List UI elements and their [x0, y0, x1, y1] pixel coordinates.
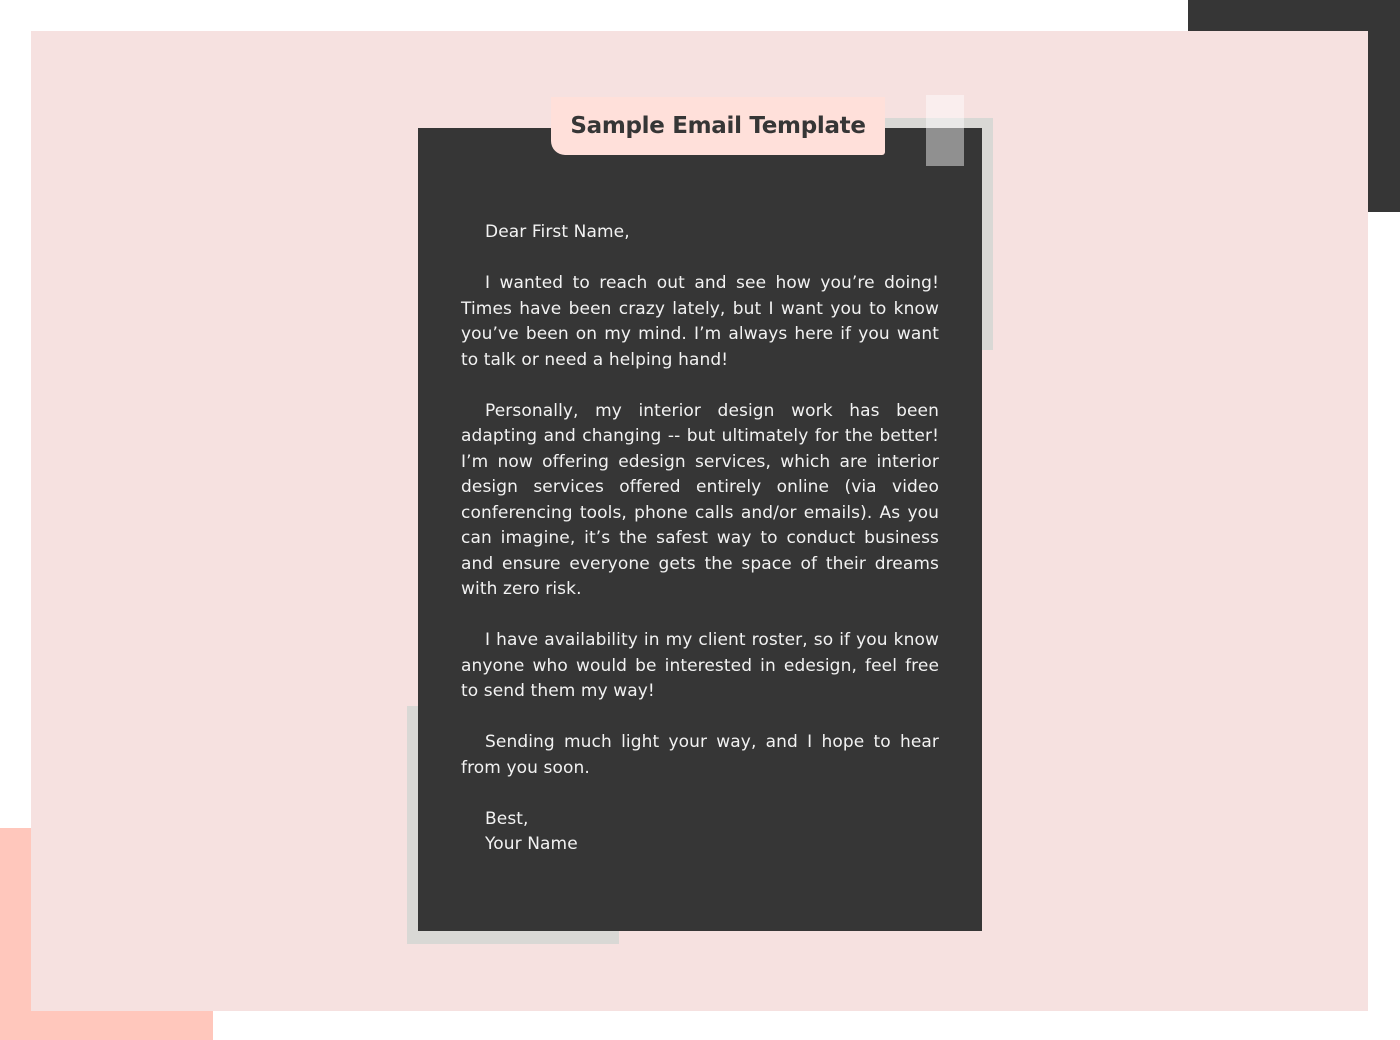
tape-strip [926, 95, 964, 166]
letter-paragraph: I have availability in my client roster, so if you know anyone who would be interested in edesign, feel free to send them my way! [461, 630, 939, 701]
letter-paragraph: Sending much light your way, and I hope to hear from you soon. [461, 732, 939, 778]
page-title: Sample Email Template [570, 113, 866, 139]
letter-closing [461, 807, 939, 858]
letter-body [461, 220, 939, 858]
letter-paragraph: Personally, my interior design work has been adapting and changing -- but ultimately for the better! I’m now offering edesign services, which are interior design services offered entirely online (via video conferencing tools, phone calls and/or emails). As you can imagine, it’s the safest way to conduct business and ensure everyone gets the space of their dreams with zero risk. [461, 400, 939, 599]
letter-signoff: Best, [485, 808, 529, 829]
letter-signature: Your Name [485, 834, 578, 854]
letter-paragraph: I wanted to reach out and see how you’re doing! Times have been crazy lately, but I want you to know you’ve been on my mind. I’m always here if you want to talk or need a helping hand! [461, 273, 939, 370]
letter-greeting: Dear First Name, [485, 222, 630, 242]
title-banner [551, 97, 885, 155]
